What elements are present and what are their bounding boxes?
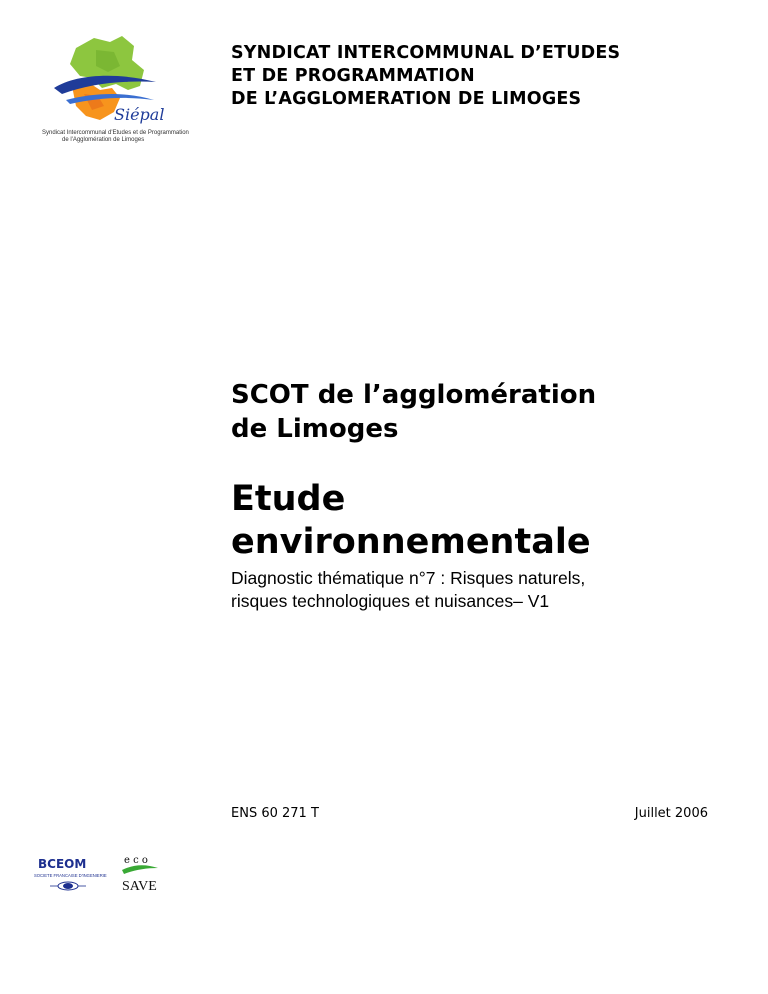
bceom-logo — [34, 855, 116, 895]
siepal-wordmark: Siépal — [114, 105, 165, 124]
subtitle-line-2: risques technologiques et nuisances– V1 — [231, 591, 550, 611]
bceom-tagline: SOCIETE FRANCAISE D'INGENIERIE — [34, 873, 107, 878]
document-subtitle — [231, 567, 751, 613]
org-line-2: ET DE PROGRAMMATION — [231, 66, 475, 86]
organization-title — [231, 42, 751, 111]
ecosave-save-text: SAVE — [122, 879, 157, 894]
study-line-1: Etude — [231, 479, 346, 519]
subtitle-line-1: Diagnostic thématique n°7 : Risques naturels, — [231, 568, 586, 588]
siepal-caption-2: de l'Agglomération de Limoges — [62, 137, 145, 143]
ecosave-eco-text: e c o — [124, 855, 148, 866]
title-line-2: de Limoges — [231, 414, 399, 444]
document-reference: ENS 60 271 T — [231, 806, 319, 821]
siepal-caption-1: Syndicat Intercommunal d'Etudes et de Programmation — [42, 130, 189, 136]
org-line-1: SYNDICAT INTERCOMMUNAL D’ETUDES — [231, 43, 621, 63]
document-title — [231, 378, 731, 446]
document-date: Juillet 2006 — [634, 806, 708, 821]
study-title — [231, 478, 731, 564]
ecosave-logo — [120, 852, 160, 894]
study-line-2: environnementale — [231, 522, 591, 562]
bceom-wordmark: BCEOM — [38, 857, 87, 871]
siepal-logo — [36, 30, 189, 145]
title-line-1: SCOT de l’agglomération — [231, 380, 597, 410]
org-line-3: DE L’AGGLOMERATION DE LIMOGES — [231, 89, 582, 109]
